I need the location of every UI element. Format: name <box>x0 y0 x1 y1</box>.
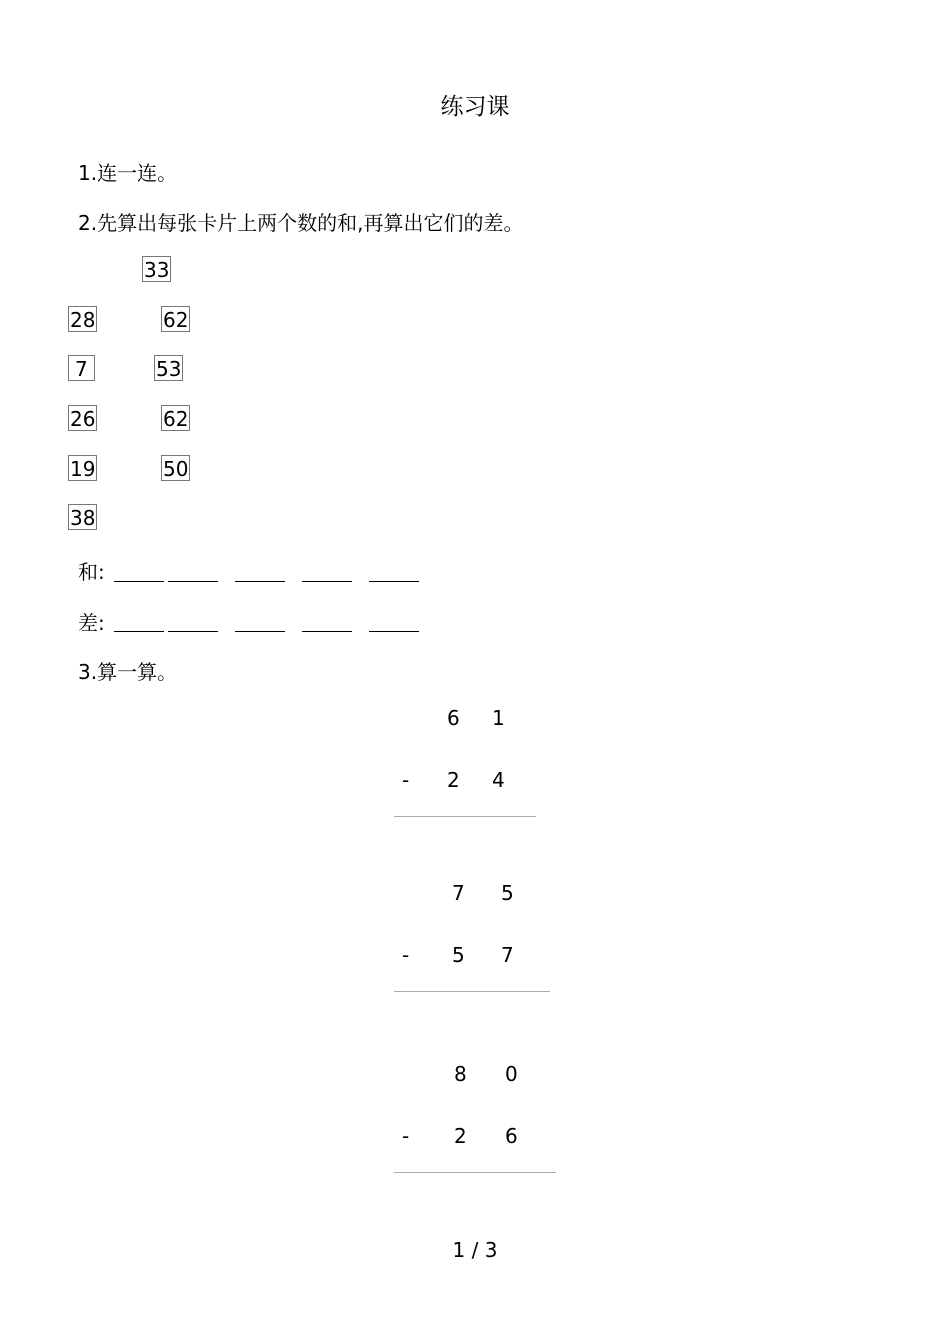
digit: 6 <box>505 1124 518 1148</box>
digit: 6 <box>447 706 460 730</box>
minus-sign: - <box>402 943 410 967</box>
digit: 5 <box>501 881 514 905</box>
number-card: 7 <box>68 355 95 381</box>
diff-blank[interactable] <box>114 631 164 632</box>
question-1: 1.连一连。 <box>78 161 178 185</box>
sum-label: 和: <box>78 560 105 584</box>
digit: 5 <box>452 943 465 967</box>
diff-blank[interactable] <box>235 631 285 632</box>
number-card: 62 <box>163 407 189 431</box>
answer-line <box>394 1172 556 1173</box>
number-card: 19 <box>70 457 96 481</box>
digit: 2 <box>447 768 460 792</box>
digit: 8 <box>454 1062 467 1086</box>
answer-line <box>394 816 536 817</box>
sum-blank[interactable] <box>302 581 352 582</box>
diff-blank[interactable] <box>369 631 419 632</box>
answer-line <box>394 991 550 992</box>
number-card: 38 <box>70 506 96 530</box>
digit: 1 <box>492 706 505 730</box>
number-card: 62 <box>163 308 189 332</box>
digit: 7 <box>501 943 514 967</box>
question-2: 2.先算出每张卡片上两个数的和,再算出它们的差。 <box>78 211 524 235</box>
page-title: 练习课 <box>440 94 510 120</box>
sum-blank[interactable] <box>168 581 218 582</box>
number-card: 26 <box>70 407 96 431</box>
sum-blank[interactable] <box>369 581 419 582</box>
digit: 7 <box>452 881 465 905</box>
digit: 2 <box>454 1124 467 1148</box>
question-3: 3.算一算。 <box>78 660 178 684</box>
minus-sign: - <box>402 768 410 792</box>
page-number: 1 / 3 <box>452 1238 498 1262</box>
minus-sign: - <box>402 1124 410 1148</box>
number-card: 53 <box>156 357 182 381</box>
digit: 4 <box>492 768 505 792</box>
number-card: 28 <box>70 308 96 332</box>
diff-blank[interactable] <box>168 631 218 632</box>
number-card: 33 <box>144 258 170 282</box>
sum-blank[interactable] <box>235 581 285 582</box>
number-card: 50 <box>163 457 189 481</box>
digit: 0 <box>505 1062 518 1086</box>
sum-blank[interactable] <box>114 581 164 582</box>
diff-label: 差: <box>78 611 105 635</box>
diff-blank[interactable] <box>302 631 352 632</box>
